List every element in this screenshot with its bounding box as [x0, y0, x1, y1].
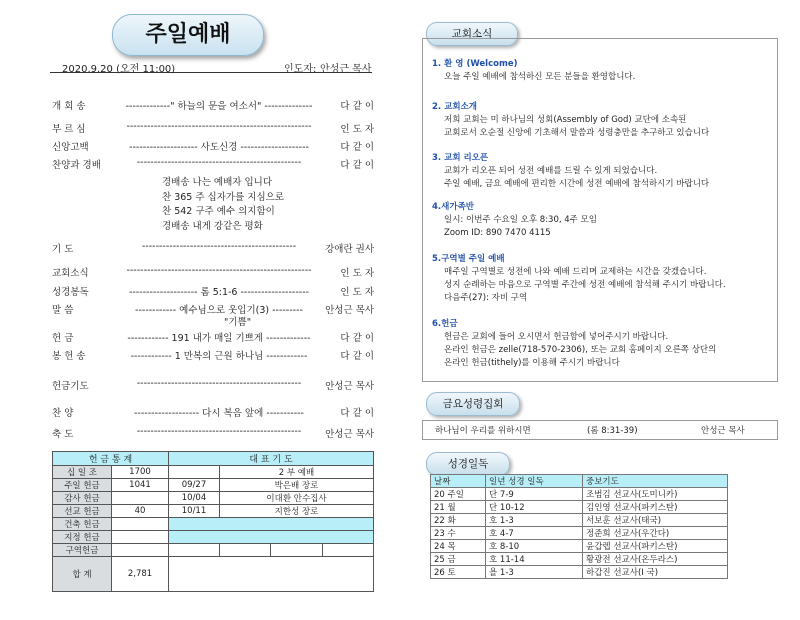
offering-row — [53, 492, 374, 505]
order-item-detail: ------------------------------------------------ — [136, 378, 302, 389]
friday-meeting-box — [422, 420, 778, 440]
bible-date: 20 주일 — [431, 488, 486, 501]
news-body-line: 교회가 리오픈 되어 성전 예배를 드릴 수 있게 되었습니다. — [444, 166, 658, 176]
news-body-line: 헌금은 교회에 들어 오시면서 헌금함에 넣어주시기 바랍니다. — [444, 332, 669, 342]
offering-table — [52, 451, 374, 592]
order-item-detail: ------------------- 다시 복음 앞에 ----------- — [134, 408, 304, 419]
bible-reading-title: 성경일독 — [426, 452, 510, 476]
hymn-item: 찬 542 구주 예수 의지함이 — [162, 206, 275, 217]
offering-cell: 10/11 — [169, 505, 220, 518]
hymn-list — [162, 176, 284, 234]
order-item-leader: 강애란 권사 — [325, 244, 374, 255]
bible-reading: 단 10-12 — [486, 501, 583, 514]
news-heading: 5.구역별 주일 예배 — [432, 254, 505, 264]
news-body-line: 매주일 구역별로 성전에 나와 예배 드리며 교제하는 시간을 갖겠습니다. — [444, 267, 707, 277]
order-item-detail: --------------------------------------------- — [141, 241, 297, 252]
offering-cell: 이대환 안수집사 — [220, 492, 374, 505]
offering-cell: 09/27 — [169, 479, 220, 492]
news-item — [432, 58, 635, 84]
bible-prayer: 서보훈 선교사(태국) — [583, 514, 728, 527]
leader-label: 인도자: — [284, 64, 317, 75]
bible-date: 26 토 — [431, 566, 486, 579]
offering-cell — [169, 544, 220, 557]
bible-reading: 호 4-7 — [486, 527, 583, 540]
hymn-item: 경배송 나는 예배자 입니다 — [162, 177, 273, 188]
order-item-leader: 다 같 이 — [340, 351, 374, 362]
offering-cell: 1700 — [112, 466, 169, 479]
bible-row — [431, 527, 728, 540]
order-item-label: 기 도 — [52, 244, 74, 255]
bible-prayer: 조범김 선교사(도미니카) — [583, 488, 728, 501]
bible-reading: 호 1-3 — [486, 514, 583, 527]
leader-name: 안성근 목사 — [320, 64, 372, 75]
offering-cell: 건축 헌금 — [53, 518, 112, 531]
friday-meeting-title: 금요성령집회 — [426, 392, 520, 416]
news-body-line: 교회로서 오순절 신앙에 기초해서 말씀과 성령충만을 추구하고 있습니다 — [444, 128, 710, 138]
bible-row — [431, 501, 728, 514]
order-item-leader: 인 도 자 — [340, 268, 374, 279]
bible-prayer: 윤갑렙 선교사(파키스탄) — [583, 540, 728, 553]
news-heading: 3. 교회 리오픈 — [432, 153, 489, 163]
sermon-subtitle: "기쁨" — [224, 317, 252, 328]
news-body-line: 저희 교회는 미 하나님의 성회(Assembly of God) 교단에 소속된 — [444, 115, 687, 125]
offering-cell — [112, 492, 169, 505]
order-item-label: 축 도 — [52, 429, 74, 440]
news-body-line: 성지 순례하는 마음으로 구역별 주간에 성전 예배에 참석해 주시기 바랍니다. — [444, 280, 726, 290]
offering-cell: 십 일 조 — [53, 466, 112, 479]
offering-cell: 선교 헌금 — [53, 505, 112, 518]
order-item-detail: -------------" 하늘의 문을 여소서" -------------- — [125, 101, 313, 112]
bible-date: 22 화 — [431, 514, 486, 527]
bible-reading: 호 8-10 — [486, 540, 583, 553]
offering-total-row — [53, 557, 374, 592]
offering-cell — [169, 466, 220, 479]
order-item-label: 헌금기도 — [52, 381, 89, 392]
order-item-leader: 다 같 이 — [340, 333, 374, 344]
offering-header: 헌 금 통 계 — [53, 452, 169, 466]
order-item-label: 찬 양 — [52, 408, 74, 419]
prayer-header: 대 표 기 도 — [169, 452, 374, 466]
order-item-leader: 다 같 이 — [340, 408, 374, 419]
bible-row — [431, 514, 728, 527]
order-item-detail: ------------ 191 내가 매일 기쁘게 ------------- — [127, 333, 311, 344]
bible-date: 21 월 — [431, 501, 486, 514]
order-item-label: 성경봉독 — [52, 287, 89, 298]
news-item — [432, 201, 597, 240]
col-reading: 일년 성경 일독 — [486, 475, 583, 488]
offering-cell — [112, 518, 169, 531]
offering-cell: 감사 헌금 — [53, 492, 112, 505]
bible-reading-table — [430, 474, 728, 579]
offering-cell: 구역헌금 — [53, 544, 112, 557]
order-item-label: 말 씀 — [52, 305, 74, 316]
bible-row — [431, 553, 728, 566]
order-item-label: 부 르 심 — [52, 124, 86, 135]
offering-row — [53, 466, 374, 479]
service-date: 2020.9.20 (오전 11:00) — [62, 64, 176, 75]
offering-total-label: 합 계 — [53, 557, 112, 592]
order-item-detail: ------------------------------------------------------ — [126, 121, 312, 132]
order-item-label: 교회소식 — [52, 268, 89, 279]
news-body-line: 온라인 헌금은 zelle(718-570-2306), 또는 교회 홈페이지 오른쪽 상단의 — [444, 345, 717, 355]
offering-row — [53, 518, 374, 531]
offering-cell — [169, 531, 374, 544]
order-item-detail: ------------------------------------------------------ — [126, 265, 312, 276]
order-item-detail: ------------------------------------------------ — [136, 157, 302, 168]
bible-reading: 욜 1-3 — [486, 566, 583, 579]
news-body-line: 주일 예배, 금요 예배에 편리한 시간에 성전 예배에 참석하시기 바랍니다 — [444, 179, 710, 189]
offering-cell — [271, 544, 322, 557]
offering-cell — [169, 557, 374, 592]
bible-reading: 단 7-9 — [486, 488, 583, 501]
news-body-line: 다음주(27): 자비 구역 — [444, 293, 528, 303]
friday-speaker: 안성근 목사 — [701, 426, 745, 436]
order-item-detail: -------------------- 롬 5:1-6 -------------------- — [128, 287, 310, 298]
offering-cell — [112, 544, 169, 557]
offering-row — [53, 531, 374, 544]
news-heading: 2. 교회소개 — [432, 102, 477, 112]
offering-row — [53, 544, 374, 557]
church-news-title: 교회소식 — [426, 22, 518, 46]
offering-cell: 10/04 — [169, 492, 220, 505]
order-item-leader: 인 도 자 — [340, 287, 374, 298]
order-item-label: 찬양과 경배 — [52, 160, 101, 171]
col-prayer: 중보기도 — [583, 475, 728, 488]
bible-date: 25 금 — [431, 553, 486, 566]
order-item-leader: 다 같 이 — [340, 101, 374, 112]
bible-prayer: 하갑진 선교사(I 국) — [583, 566, 728, 579]
news-body-line: 온라인 헌금(tithely)를 이용해 주시기 바랍니다 — [444, 358, 620, 368]
offering-cell — [112, 531, 169, 544]
hymn-item: 경배송 내게 강같은 평화 — [162, 220, 263, 232]
bible-prayer: 황광전 선교사(온두라스) — [583, 553, 728, 566]
order-item-leader: 다 같 이 — [340, 142, 374, 153]
order-item-detail: ------------ 예수님으로 웃입기(3) --------- — [135, 305, 303, 316]
bible-date: 23 수 — [431, 527, 486, 540]
news-heading: 6.헌금 — [432, 319, 458, 329]
news-item — [432, 318, 716, 370]
offering-cell: 2 부 예배 — [220, 466, 374, 479]
offering-row — [53, 479, 374, 492]
offering-cell: 1041 — [112, 479, 169, 492]
offering-cell: 주일 헌금 — [53, 479, 112, 492]
order-item-detail: ------------------------------------------------ — [136, 426, 302, 437]
order-item-leader: 안성근 목사 — [325, 305, 374, 316]
order-item-label: 봉 헌 송 — [52, 351, 86, 362]
order-item-leader: 인 도 자 — [340, 124, 374, 135]
news-heading: 4.새가족반 — [432, 202, 474, 212]
news-body-line: Zoom ID: 890 7470 4115 — [444, 228, 551, 238]
order-item-leader: 안성근 목사 — [325, 429, 374, 440]
order-item-label: 개 회 송 — [52, 101, 86, 112]
bible-date: 24 목 — [431, 540, 486, 553]
order-item-detail: ------------ 1 만복의 근원 하나님 ------------ — [130, 351, 308, 362]
order-item-leader: 다 같 이 — [340, 160, 374, 171]
page-title: 주일예배 — [112, 14, 264, 56]
news-body-line: 오늘 주일 예배에 참석하신 모든 분들을 환영합니다. — [444, 72, 636, 82]
offering-cell — [220, 544, 271, 557]
offering-cell — [322, 544, 373, 557]
news-item — [432, 101, 709, 140]
friday-topic: 하나님이 우리를 위하시면 — [435, 426, 531, 436]
friday-reference: (롬 8:31-39) — [587, 426, 638, 436]
news-heading: 1. 환 영 (Welcome) — [432, 59, 518, 69]
order-item-leader: 안성근 목사 — [325, 381, 374, 392]
bible-row — [431, 488, 728, 501]
bible-prayer: 정준희 선교사(우간다) — [583, 527, 728, 540]
offering-cell: 지한성 장로 — [220, 505, 374, 518]
order-item-label: 헌 금 — [52, 333, 74, 344]
bible-row — [431, 566, 728, 579]
offering-row — [53, 505, 374, 518]
offering-cell: 박은배 장로 — [220, 479, 374, 492]
hymn-item: 찬 365 주 십자가를 지심으로 — [162, 191, 284, 203]
order-item-label: 신앙고백 — [52, 142, 89, 153]
news-item — [432, 253, 726, 305]
offering-cell: 지정 헌금 — [53, 531, 112, 544]
offering-cell: 40 — [112, 505, 169, 518]
news-body-line: 일시: 이번주 수요일 오후 8:30, 4주 모임 — [444, 215, 598, 225]
bible-row — [431, 540, 728, 553]
news-item — [432, 152, 709, 191]
header-divider — [50, 72, 372, 73]
col-date: 날짜 — [431, 475, 486, 488]
order-item-detail: -------------------- 사도신경 -------------------- — [129, 142, 309, 153]
bible-reading: 호 11-14 — [486, 553, 583, 566]
bible-prayer: 김인영 선교사(파키스탄) — [583, 501, 728, 514]
offering-cell — [169, 518, 374, 531]
offering-total-value: 2,781 — [112, 557, 169, 592]
